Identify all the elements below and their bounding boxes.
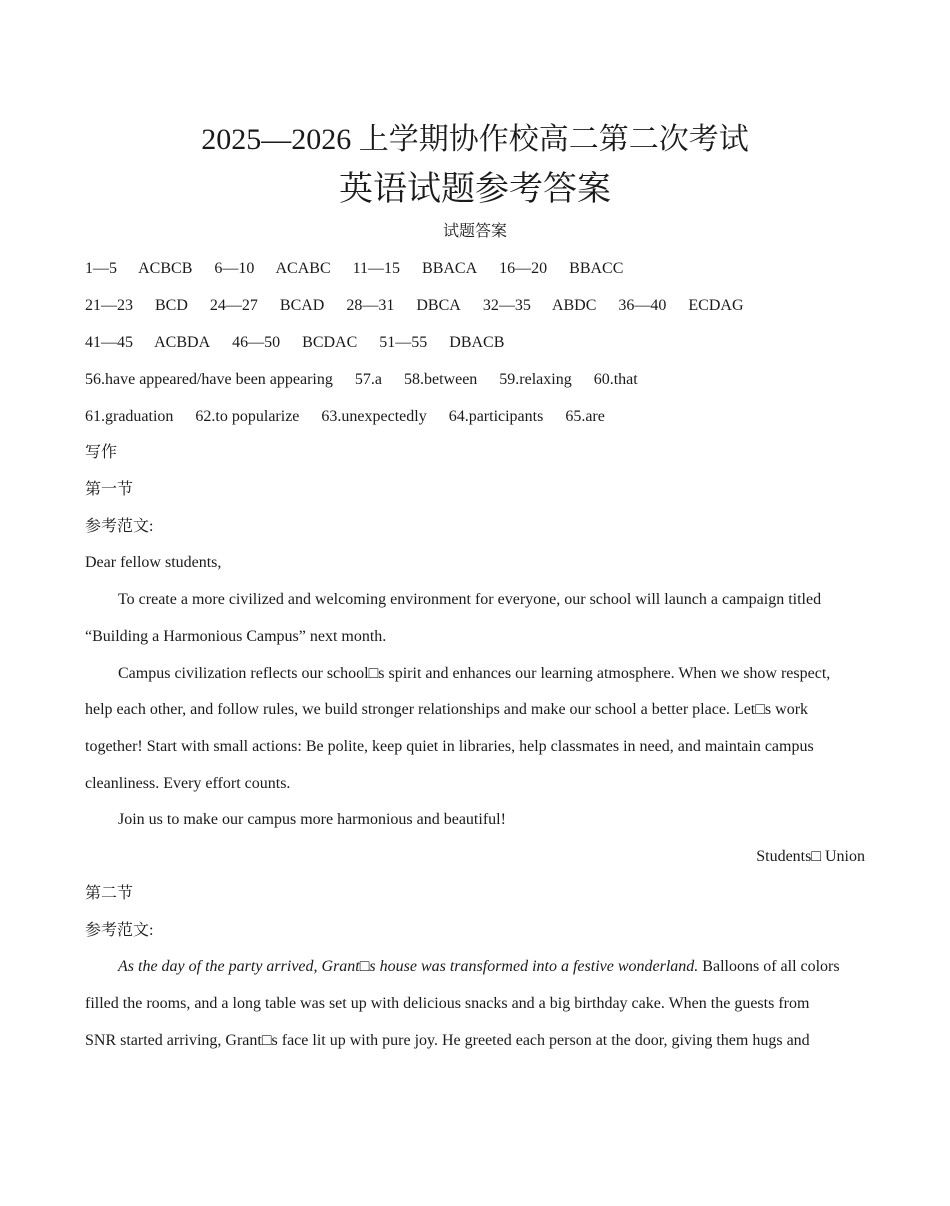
section-subtitle: 试题答案: [442, 223, 507, 240]
answer-keys: DBCA: [416, 297, 461, 314]
answer-keys: BCAD: [279, 297, 325, 314]
fill-answer: 57.a: [354, 371, 382, 388]
story-line-1: [85, 956, 898, 978]
fill-answer: 65.are: [565, 408, 605, 425]
answer-row-5: [85, 406, 605, 428]
answer-keys: DBACB: [449, 334, 505, 351]
answer-keys: BCDAC: [302, 334, 358, 351]
answer-range: 1—5: [85, 260, 117, 277]
answer-keys: ACABC: [275, 260, 331, 277]
answer-keys: BBACA: [422, 260, 478, 277]
fill-answer: 56.have appeared/have been appearing: [85, 371, 333, 388]
answer-row-3: [85, 332, 504, 354]
answer-keys: ACBDA: [154, 334, 211, 351]
exam-title: 2025—2026 上学期协作校高二第二次考试: [201, 123, 749, 156]
fill-answer: 64.participants: [448, 408, 544, 425]
fill-answer: 59.relaxing: [499, 371, 572, 388]
answer-range: 51—55: [379, 334, 428, 351]
answer-range: 32—35: [482, 297, 531, 314]
answer-range: 16—20: [499, 260, 548, 277]
story-line-3: SNR started arriving, Grant□s face lit up with pure joy. He greeted each person at the door, giving them hugs and: [85, 1032, 810, 1049]
answer-range: 11—15: [352, 260, 401, 277]
answer-keys: BBACC: [569, 260, 624, 277]
letter-paragraph-2-line-1: Campus civilization reflects our school□s spirit and enhances our learning atmosphere. When we show respect,: [118, 665, 831, 682]
fill-answer: 58.between: [403, 371, 478, 388]
answer-range: 46—50: [232, 334, 281, 351]
story-line-1-rest: Balloons of all colors: [698, 958, 840, 975]
answer-keys: ACBCB: [138, 260, 193, 277]
letter-paragraph-1-line-2: “Building a Harmonious Campus” next month.: [85, 628, 387, 645]
answer-range: 6—10: [214, 260, 255, 277]
fill-answer: 62.to popularize: [195, 408, 300, 425]
fill-answer: 60.that: [593, 371, 638, 388]
answer-keys: ABDC: [551, 297, 597, 314]
letter-paragraph-2-line-4: cleanliness. Every effort counts.: [85, 775, 291, 792]
writing-heading: 写作: [85, 444, 118, 461]
fill-answer: 63.unexpectedly: [321, 408, 427, 425]
answer-range: 41—45: [85, 334, 133, 351]
answer-row-1: [85, 258, 623, 280]
answer-row-4: [85, 369, 638, 391]
letter-signature: Students□ Union: [756, 848, 865, 865]
section-2-label: 参考范文:: [85, 922, 154, 939]
letter-paragraph-1-line-1: To create a more civilized and welcoming environment for everyone, our school will launch a campaign titled: [118, 591, 822, 608]
fill-answer: 61.graduation: [85, 408, 174, 425]
answer-range: 28—31: [346, 297, 395, 314]
letter-paragraph-2-line-2: help each other, and follow rules, we build stronger relationships and make our school a better place. Let□s work: [85, 701, 809, 718]
answer-range: 24—27: [209, 297, 258, 314]
section-1-heading: 第一节: [85, 481, 134, 498]
answer-row-2: [85, 295, 744, 317]
answer-range: 36—40: [618, 297, 667, 314]
answer-key-title: 英语试题参考答案: [339, 171, 611, 208]
story-line-2: filled the rooms, and a long table was set up with delicious snacks and a big birthday cake. When the guests from: [85, 995, 810, 1012]
answer-keys: ECDAG: [688, 297, 744, 314]
section-1-label: 参考范文:: [85, 518, 154, 535]
letter-paragraph-2-line-3: together! Start with small actions: Be polite, keep quiet in libraries, help classmates in need, and maintain campus: [85, 738, 814, 755]
letter-paragraph-3: Join us to make our campus more harmonious and beautiful!: [118, 811, 506, 828]
story-opening-sentence: As the day of the party arrived, Grant□s house was transformed into a festive wonderland.: [118, 958, 699, 975]
section-2-heading: 第二节: [85, 885, 134, 902]
answer-keys: BCD: [155, 297, 188, 314]
answer-range: 21—23: [85, 297, 133, 314]
letter-salutation: Dear fellow students,: [85, 554, 222, 571]
